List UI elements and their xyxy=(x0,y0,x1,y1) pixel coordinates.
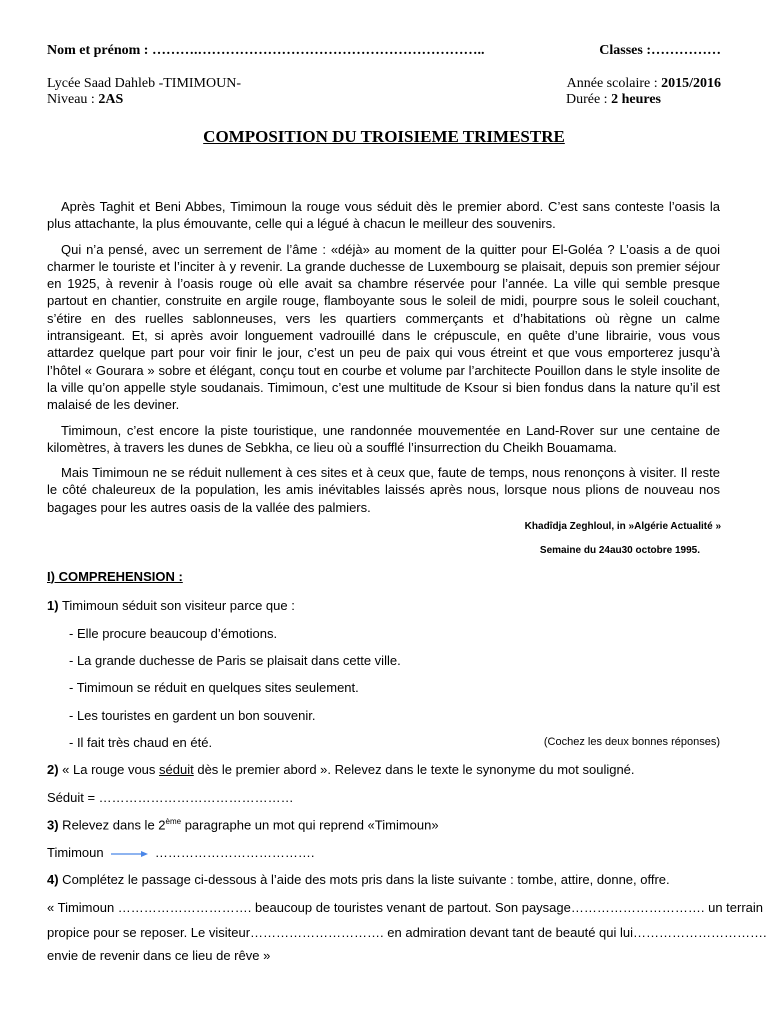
exam-title: COMPOSITION DU TROISIEME TRIMESTRE xyxy=(203,127,565,146)
q4-fill-line-3: envie de revenir dans ce lieu de rêve » xyxy=(47,948,271,963)
arrow-right-icon xyxy=(109,849,149,859)
passage-paragraph-4: Mais Timimoun ne se réduit nullement à ces sites et à ceux que, faute de temps, nous renonçons à visiter. Il reste le côté chaleureux de la population, les amis inévitables laissés après nous, lorsque nous plions de nouveau nos bagages pour les autres oasis de la vallée des palmiers. xyxy=(47,465,720,515)
q2-text-start: « La rouge vous xyxy=(58,762,160,777)
q3-answer-word: Timimoun xyxy=(47,845,104,860)
school-year-label: Année scolaire : xyxy=(566,76,662,91)
q1-option[interactable]: - Les touristes en gardent un bon souvenir. xyxy=(69,708,316,723)
school-name: Lycée Saad Dahleb -TIMIMOUN- xyxy=(47,76,241,91)
q3-number: 3) xyxy=(47,817,59,833)
source-date: Semaine du 24au30 octobre 1995. xyxy=(539,545,700,556)
q4-text: Complétez le passage ci-dessous à l’aide des mots pris dans la liste suivante : tombe, attire, donne, offre. xyxy=(58,872,670,887)
question-3 xyxy=(47,817,439,832)
q1-option[interactable]: - Elle procure beaucoup d’émotions. xyxy=(69,626,278,641)
question-2 xyxy=(47,762,635,777)
level-label: Niveau : xyxy=(47,92,99,107)
classes-field-label: Classes :…………… xyxy=(599,43,721,58)
duration-value: 2 heures xyxy=(611,92,661,107)
q4-fill-line-2[interactable]: propice pour se reposer. Le visiteur…………………………. en admiration devant tant de beauté qui lui…………………………. xyxy=(47,925,767,940)
passage-paragraph-1: Après Taghit et Beni Abbes, Timimoun la rouge vous séduit dès le premier abord. C’est sans conteste l’oasis la plus attachante, la plus émouvante, celle qui a légué à chacun le meilleur des souvenirs. xyxy=(47,199,720,232)
source-author: Khadîdja Zeghloul, in »Algérie Actualité » xyxy=(524,521,721,532)
q3-text-start: Relevez dans le 2 xyxy=(58,817,166,833)
level-value: 2AS xyxy=(98,92,124,107)
q4-fill-line-1[interactable]: « Timimoun …………………………. beaucoup de touristes venant de partout. Son paysage…………………………. un terrain xyxy=(47,900,764,915)
duration-label: Durée : xyxy=(565,92,612,107)
question-4 xyxy=(47,872,670,887)
q1-option[interactable]: - Il fait très chaud en été. xyxy=(69,735,213,750)
reading-passage xyxy=(47,198,720,524)
school-year-value: 2015/2016 xyxy=(661,76,721,91)
q1-hint: (Cochez les deux bonnes réponses) xyxy=(543,736,720,748)
q2-number: 2) xyxy=(47,762,59,777)
q1-number: 1) xyxy=(47,598,59,613)
q4-number: 4) xyxy=(47,872,59,887)
q1-option[interactable]: - La grande duchesse de Paris se plaisait dans cette ville. xyxy=(69,653,401,668)
q3-superscript: ème xyxy=(165,817,182,826)
school-year xyxy=(567,76,721,92)
name-field-label: Nom et prénom : ……….…………………………………………………….. xyxy=(47,43,485,58)
section-heading xyxy=(47,569,183,584)
duration xyxy=(566,92,661,108)
q2-answer-line[interactable]: Séduit = ……………………………………… xyxy=(47,790,294,805)
passage-paragraph-2: Qui n’a pensé, avec un serrement de l’âme : «déjà» au moment de la quitter pour El-Goléa ? L’oasis a de quoi charmer le touriste et l’inciter à y revenir. La grande duchesse de Luxembourg se plaisait, depuis son premier séjour en 1925, à revenir à l’oasis rouge où elle avait sa chambre réservée pour l’année. La ville qui semble presque partout en chantier, construite en argile rouge, flamboyante sous le soleil de midi, pourpre sous le soleil couchant, s’étire en des ruelles sablonneuses, vers les quartiers commerçants et d’habitations où règne un calme intransigeant. Et, si après avoir longuement vadrouillé dans le crépuscule, en quête d’une librairie, vous vous attardez quelque part pour voir finir le jour, c’est un peu de paix qui vous étreint et que vous emporterez jusqu’à l’hôtel « Gourara » sobre et élégant, conçu tout en courbe et volume par l’architecte Pouillon dans le style insolite de la ville qu’on appelle style soudanais. Timimoun, c’est une multitude de Ksour si bien fondus dans la nature qu’il est malaisé de les deviner. xyxy=(47,241,720,413)
section-title: ) COMPREHENSION : xyxy=(50,569,183,584)
level xyxy=(47,92,123,108)
q2-underlined-word: séduit xyxy=(159,762,194,777)
question-1 xyxy=(47,598,295,613)
q1-text: Timimoun séduit son visiteur parce que : xyxy=(58,598,295,613)
q3-text-end: paragraphe un mot qui reprend «Timimoun» xyxy=(181,817,439,833)
section-number: I xyxy=(47,569,51,584)
q3-answer-blank[interactable]: ………………………………. xyxy=(154,845,315,860)
q3-answer-line xyxy=(47,845,314,860)
q2-text-end: dès le premier abord ». Relevez dans le texte le synonyme du mot souligné. xyxy=(193,762,635,777)
q1-option[interactable]: - Timimoun se réduit en quelques sites seulement. xyxy=(69,680,359,695)
passage-paragraph-3: Timimoun, c’est encore la piste touristique, une randonnée mouvementée en Land-Rover sur une centaine de kilomètres, à travers les dunes de Sebkha, ce lieu où a soufflé l’insurrection du Cheikh Bouamama. xyxy=(47,422,720,455)
